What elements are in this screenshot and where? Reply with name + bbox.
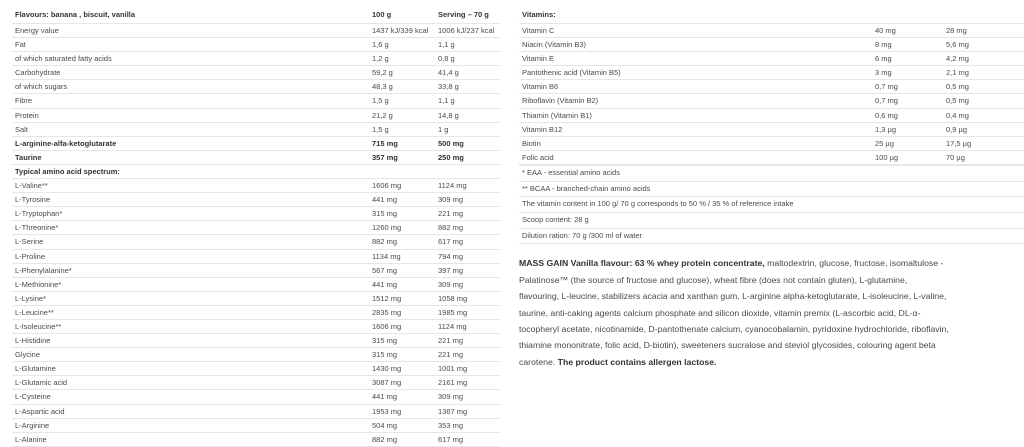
per-100g-value: 1134 mg [369,249,435,263]
ingredients-body: maltodextrin, glucose, fructose, isomaltulose - Palatinose™ (the source of fructose and glucose), wheat fibre (does not contain gluten), L-glutamine, flavouring, L-leucine, stabilizers acacia and xanthan gum, L-arginine alpha-ketoglutarate, L-isoleucine, L-valine, taurine, anti-caking agents calcium phosphate and silicon dioxide, vitamin premix (L-ascorbic acid, DL-α-tocopheryl acetate, nicotinamide, D-pantothenate calcium, cyanocobalamin, pyridoxine hydrochloride, riboflavin, thiamine mononitrate, folic acid, D-biotin), sweeteners sucralose and steviol glycosides, colouring agent beta carotene. [519,258,949,367]
table-row [12,52,500,66]
per-100g-value: 1,2 g [369,52,435,66]
vitamin-label: Pantothenic acid (Vitamin B5) [519,66,872,80]
vitamins-table [519,7,1024,165]
nutrient-label: Glycine [12,348,369,362]
table-row [519,122,1024,136]
nutrient-label: L-Valine** [12,179,369,193]
table-row [12,38,500,52]
per-100g-value: 3087 mg [369,376,435,390]
per-100g-value: 21,2 g [369,108,435,122]
per-100g-value: 3 mg [872,66,943,80]
serving-value: 17,5 µg [943,136,1024,150]
per-100g-value: 504 mg [369,418,435,432]
nutrient-label: Energy value [12,24,369,38]
serving-value: 500 mg [435,136,500,150]
table-row [12,136,500,150]
footnote: * EAA - essential amino acids [519,166,1024,182]
per-100g-value: 441 mg [369,193,435,207]
serving-value: 2161 mg [435,376,500,390]
nutrient-label: of which saturated fatty acids [12,52,369,66]
per-100g-value: 40 mg [872,24,943,38]
table-row [519,136,1024,150]
serving-value: 221 mg [435,348,500,362]
nutrient-label: L-Isoleucine** [12,319,369,333]
nutrient-label: Carbohydrate [12,66,369,80]
nutrient-label: L-Lysine* [12,291,369,305]
nutrient-label: Protein [12,108,369,122]
nutrition-table-section [12,7,500,447]
table-row [12,66,500,80]
table-row [12,150,500,164]
table-row [12,263,500,277]
per-100g-value: 1,3 µg [872,122,943,136]
serving-value: 2,1 mg [943,66,1024,80]
vitamin-label: Riboflavin (Vitamin B2) [519,94,872,108]
nutrient-label: of which sugars [12,80,369,94]
serving-value: 1124 mg [435,319,500,333]
nutrient-label: L-Alanine [12,432,369,446]
serving-value: 0,9 µg [943,122,1024,136]
per-100g-value: 2835 mg [369,305,435,319]
table-row [12,179,500,193]
per-100g-value: 357 mg [369,150,435,164]
vitamins-header-row [519,7,1024,24]
nutrient-label: L-Methionine* [12,277,369,291]
table-row [12,108,500,122]
nutrient-label: L-Arginine [12,418,369,432]
per-100g-value: 1437 kJ/339 kcal [369,24,435,38]
per-100g-value: 315 mg [369,348,435,362]
per-100g-value: 1,5 g [369,94,435,108]
serving-value: 0,8 g [435,52,500,66]
per-100g-value: 0,7 mg [872,80,943,94]
table-row [519,24,1024,38]
table-row [519,52,1024,66]
serving-value: 70 µg [943,150,1024,164]
table-row [12,404,500,418]
per-100g-value: 0,6 mg [872,108,943,122]
vitamins-header: Vitamins: [519,7,872,24]
table-row [519,108,1024,122]
vitamin-label: Thiamin (Vitamin B1) [519,108,872,122]
per-100g-value: 1,6 g [369,38,435,52]
per-100g-value: 1260 mg [369,221,435,235]
allergen-statement: The product contains allergen lactose. [555,356,717,367]
nutrient-label: L-Tyrosine [12,193,369,207]
serving-value: 617 mg [435,432,500,446]
serving-value: 5,6 mg [943,38,1024,52]
per-100g-value: 1606 mg [369,179,435,193]
per-100g-value: 48,3 g [369,80,435,94]
per-100g-value: 59,2 g [369,66,435,80]
table-row [12,249,500,263]
vitamin-label: Vitamin B6 [519,80,872,94]
table-row [12,390,500,404]
nutrient-label: L-Tryptophan* [12,207,369,221]
nutrient-label: L-Histidine [12,334,369,348]
per-100g-value: 441 mg [369,277,435,291]
table-row [12,193,500,207]
footnote: Dilution ration: 70 g /300 ml of water [519,229,1024,245]
serving-value: 33,8 g [435,80,500,94]
per-100g-value: 0,7 mg [872,94,943,108]
footnote: ** BCAA - branched-chain amino acids [519,182,1024,198]
per-100g-value: 25 µg [872,136,943,150]
serving-value: 1,1 g [435,38,500,52]
per-100g-value: 882 mg [369,235,435,249]
per-100g-value: 567 mg [369,263,435,277]
vitamin-label: Niacin (Vitamin B3) [519,38,872,52]
table-row [12,334,500,348]
serving-value: 1006 kJ/237 kcal [435,24,500,38]
table-row [519,80,1024,94]
vitamin-label: Folic acid [519,150,872,164]
serving-value: 309 mg [435,193,500,207]
nutrient-label: L-Threonine* [12,221,369,235]
table-row [12,94,500,108]
nutrition-table [12,7,500,447]
table-row [12,376,500,390]
serving-value: 14,8 g [435,108,500,122]
serving-value: 0,5 mg [943,80,1024,94]
vitamin-label: Vitamin E [519,52,872,66]
nutrition-header-row [12,7,500,24]
table-row [12,122,500,136]
nutrient-label: L-Aspartic acid [12,404,369,418]
table-row [519,38,1024,52]
table-row [519,150,1024,164]
per-100g-value: 882 mg [369,432,435,446]
flavours-header: Flavours: banana , biscuit, vanilla [12,7,369,24]
per-100g-value: 1430 mg [369,362,435,376]
table-row [12,432,500,446]
serving-value: 794 mg [435,249,500,263]
table-row [12,235,500,249]
ingredients-lead: MASS GAIN Vanilla flavour: 63 % whey protein concentrate, [519,258,765,269]
serving-value [435,164,500,178]
table-row [12,418,500,432]
serving-value: 28 mg [943,24,1024,38]
serving-value: 617 mg [435,235,500,249]
per-100g-value [369,164,435,178]
table-row [12,24,500,38]
table-row [12,80,500,94]
serving-value: 1001 mg [435,362,500,376]
per-100g-value: 8 mg [872,38,943,52]
table-row [12,362,500,376]
nutrient-label: L-Serine [12,235,369,249]
table-row [12,207,500,221]
per-100g-header: 100 g [369,7,435,24]
nutrient-label: L-Cysteine [12,390,369,404]
per-100g-value: 6 mg [872,52,943,66]
table-row [12,348,500,362]
vitamin-label: Vitamin C [519,24,872,38]
table-row [12,291,500,305]
serving-value: 221 mg [435,207,500,221]
serving-value: 1058 mg [435,291,500,305]
nutrient-label: Taurine [12,150,369,164]
nutrient-label: L-Leucine** [12,305,369,319]
per-100g-value: 315 mg [369,334,435,348]
per-100g-value: 315 mg [369,207,435,221]
vitamin-label: Biotin [519,136,872,150]
serving-value: 1124 mg [435,179,500,193]
serving-value: 221 mg [435,334,500,348]
serving-value: 0,5 mg [943,94,1024,108]
footnote: The vitamin content in 100 g/ 70 g corresponds to 50 % / 35 % of reference intake [519,197,1024,213]
nutrient-label: Fat [12,38,369,52]
ingredients-text [519,255,949,370]
table-row [519,94,1024,108]
serving-value: 1,1 g [435,94,500,108]
nutrient-label: Typical amino acid spectrum: [12,164,369,178]
vitamins-section [519,7,1024,370]
table-row [519,66,1024,80]
serving-value: 1985 mg [435,305,500,319]
per-100g-value: 1512 mg [369,291,435,305]
per-100g-value: 715 mg [369,136,435,150]
per-100g-value: 1953 mg [369,404,435,418]
serving-value: 397 mg [435,263,500,277]
nutrient-label: L-arginine-alfa-ketoglutarate [12,136,369,150]
serving-header: Serving – 70 g [435,7,500,24]
footnote: Scoop content: 28 g [519,213,1024,229]
nutrient-label: L-Phenylalanine* [12,263,369,277]
nutrient-label: Fibre [12,94,369,108]
serving-value: 882 mg [435,221,500,235]
per-100g-value: 441 mg [369,390,435,404]
table-row [12,277,500,291]
serving-value: 0,4 mg [943,108,1024,122]
per-100g-value: 1606 mg [369,319,435,333]
serving-value: 309 mg [435,277,500,291]
serving-value: 41,4 g [435,66,500,80]
per-100g-value: 100 µg [872,150,943,164]
table-row [12,319,500,333]
table-row [12,164,500,178]
serving-value: 1367 mg [435,404,500,418]
serving-value: 353 mg [435,418,500,432]
vitamin-label: Vitamin B12 [519,122,872,136]
nutrient-label: L-Proline [12,249,369,263]
nutrient-label: Salt [12,122,369,136]
nutrient-label: L-Glutamine [12,362,369,376]
serving-value: 1 g [435,122,500,136]
nutrient-label: L-Glutamic acid [12,376,369,390]
serving-value: 250 mg [435,150,500,164]
footnotes [519,165,1024,244]
serving-value: 309 mg [435,390,500,404]
per-100g-value: 1,5 g [369,122,435,136]
table-row [12,221,500,235]
table-row [12,305,500,319]
serving-value: 4,2 mg [943,52,1024,66]
